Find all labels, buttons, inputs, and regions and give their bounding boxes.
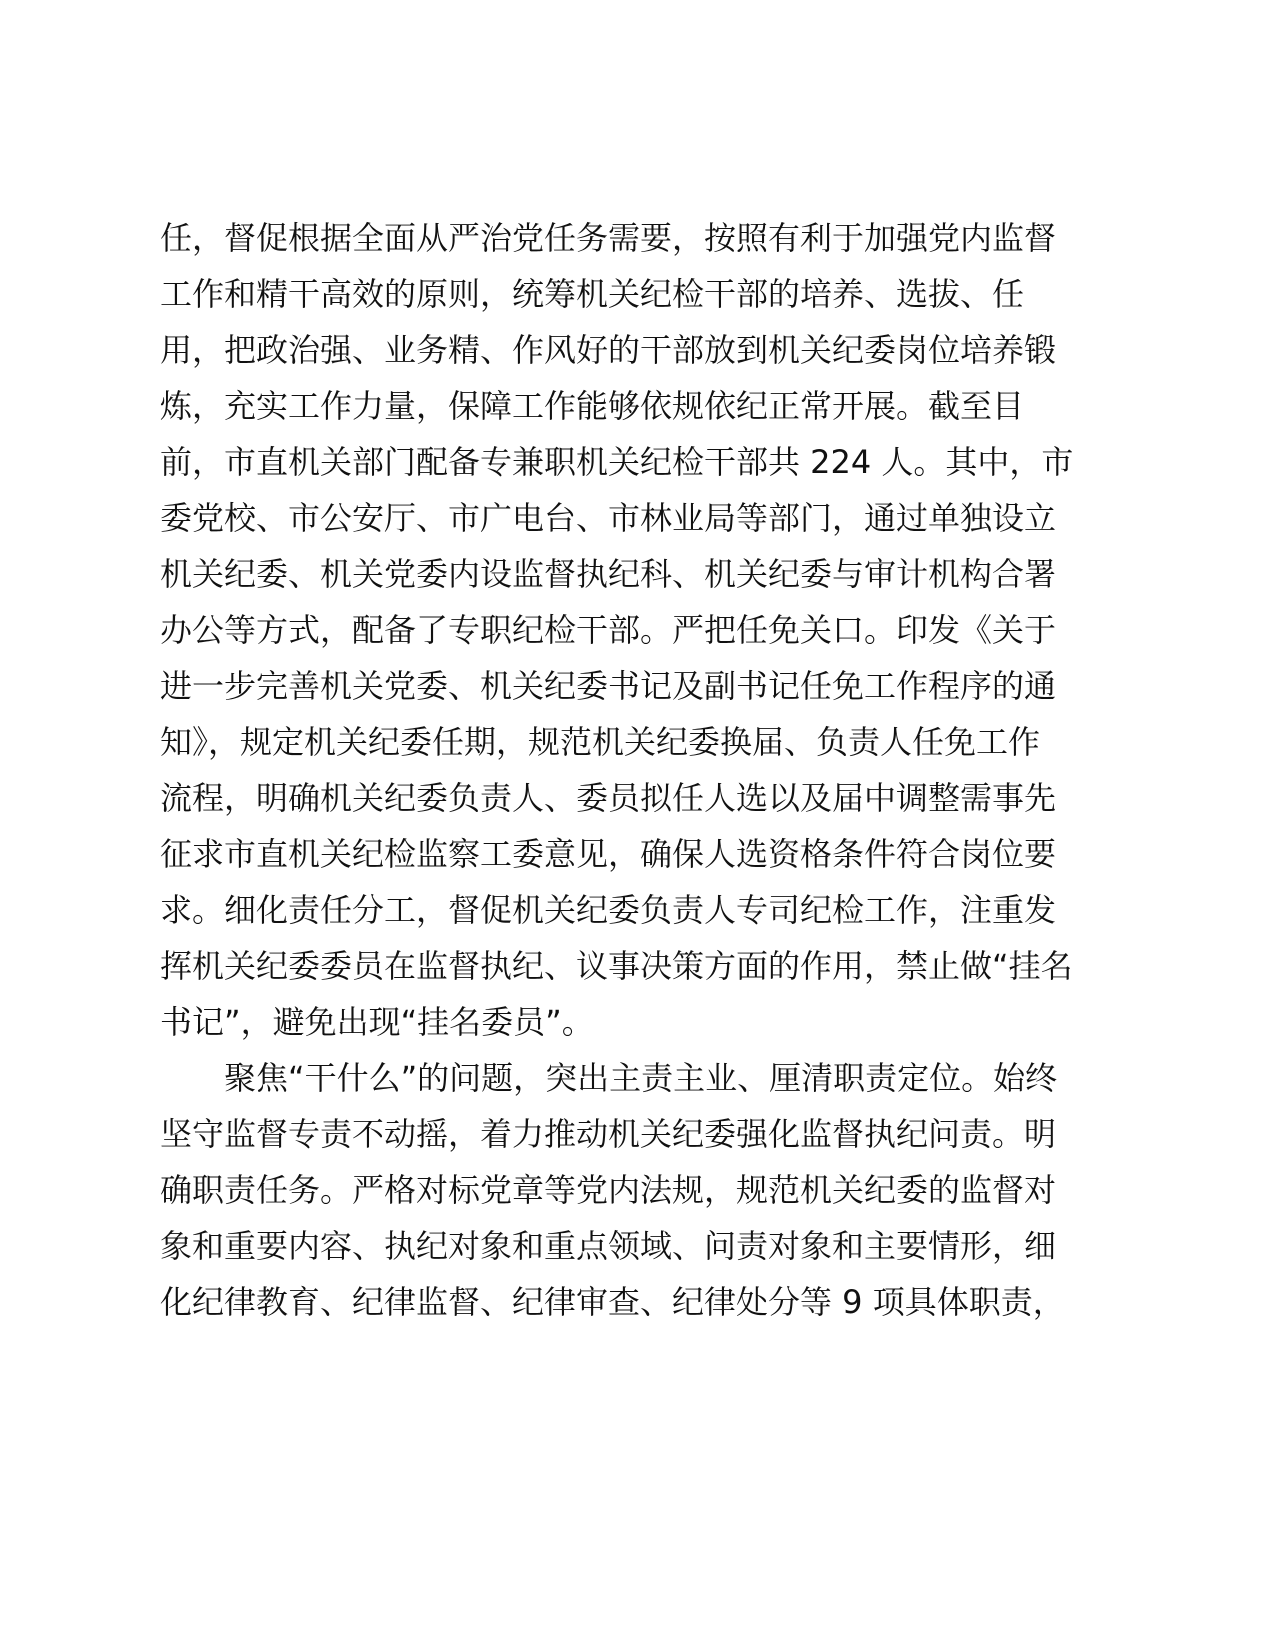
text-line: 化纪律教育、纪律监督、纪律审查、纪律处分等 9 项具体职责， <box>160 1283 1065 1321</box>
text-line: 坚守监督专责不动摇，着力推动机关纪委强化监督执纪问责。明 <box>160 1115 1057 1153</box>
text-line: 求。细化责任分工，督促机关纪委负责人专司纪检工作，注重发 <box>160 891 1057 929</box>
paragraph-start-line: 聚焦“干什么”的问题，突出主责主业、厘清职责定位。始终 <box>224 1059 1058 1097</box>
text-line: 知》，规定机关纪委任期，规范机关纪委换届、负责人任免工作 <box>160 723 1041 761</box>
text-line: 挥机关纪委委员在监督执纪、议事决策方面的作用，禁止做“挂名 <box>160 947 1073 985</box>
text-line: 书记”，避免出现“挂名委员”。 <box>160 1003 594 1041</box>
text-line: 委党校、市公安厅、市广电台、市林业局等部门，通过单独设立 <box>160 499 1057 537</box>
text-line: 前，市直机关部门配备专兼职机关纪检干部共 224 人。其中，市 <box>160 443 1074 481</box>
text-line: 办公等方式，配备了专职纪检干部。严把任免关口。印发《关于 <box>160 611 1057 649</box>
text-line: 确职责任务。严格对标党章等党内法规，规范机关纪委的监督对 <box>160 1171 1057 1209</box>
text-line: 任，督促根据全面从严治党任务需要，按照有利于加强党内监督 <box>160 219 1057 257</box>
text-line: 工作和精干高效的原则，统筹机关纪检干部的培养、选拔、任 <box>160 275 1025 313</box>
text-line: 象和重要内容、执纪对象和重点领域、问责对象和主要情形，细 <box>160 1227 1057 1265</box>
text-line: 用，把政治强、业务精、作风好的干部放到机关纪委岗位培养锻 <box>160 331 1057 369</box>
text-line: 征求市直机关纪检监察工委意见，确保人选资格条件符合岗位要 <box>160 835 1057 873</box>
text-line: 炼，充实工作力量，保障工作能够依规依纪正常开展。截至目 <box>160 387 1025 425</box>
body-text <box>160 210 1074 1330</box>
text-line: 进一步完善机关党委、机关纪委书记及副书记任免工作程序的通 <box>160 667 1057 705</box>
text-line: 流程，明确机关纪委负责人、委员拟任人选以及届中调整需事先 <box>160 779 1057 817</box>
text-line: 机关纪委、机关党委内设监督执纪科、机关纪委与审计机构合署 <box>160 555 1057 593</box>
